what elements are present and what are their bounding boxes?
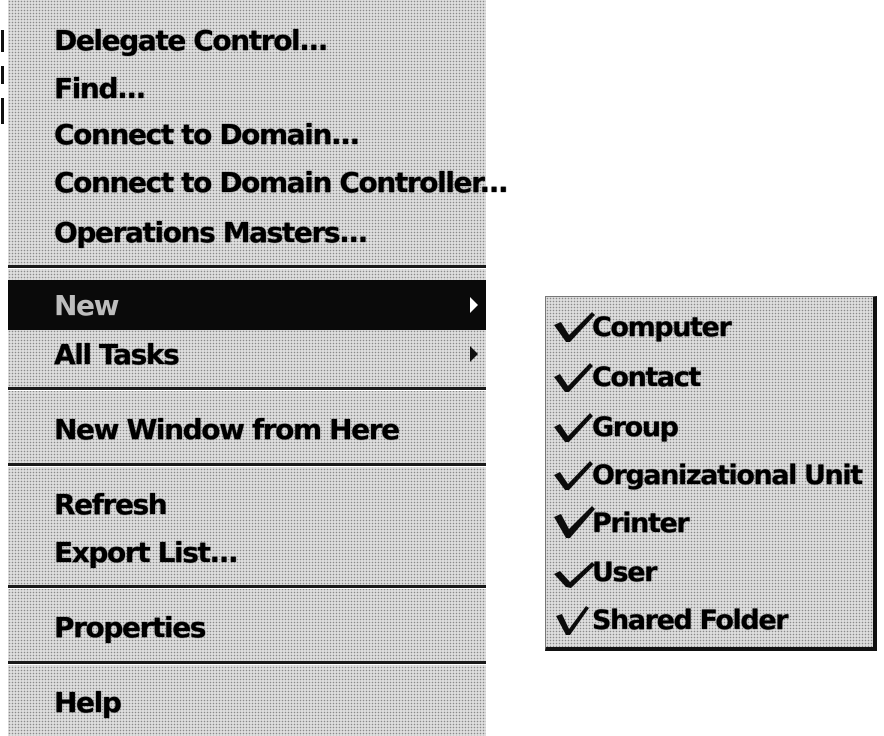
- submenu-item-label: Organizational Unit: [592, 459, 862, 491]
- menu-item-label: Find...: [54, 71, 145, 105]
- menu-item-label: Connect to Domain...: [54, 117, 359, 151]
- submenu-item-printer[interactable]: [546, 500, 874, 546]
- submenu-item-label: Shared Folder: [592, 604, 788, 636]
- menu-separator: [8, 463, 486, 467]
- submenu-item-group[interactable]: [546, 404, 874, 450]
- menu-item-connect-to-domain-controller[interactable]: [8, 160, 508, 204]
- triangle-right-icon: [470, 297, 478, 313]
- menu-separator: [8, 585, 486, 589]
- menu-item-new[interactable]: [8, 280, 486, 330]
- menu-item-delegate-control[interactable]: [8, 18, 486, 62]
- menu-item-label: Properties: [54, 610, 206, 644]
- menu-separator: [8, 265, 486, 269]
- submenu-item-computer[interactable]: [546, 304, 874, 350]
- menu-item-label: Connect to Domain Controller...: [54, 165, 508, 199]
- menu-item-label: All Tasks: [54, 337, 179, 371]
- menu-item-all-tasks[interactable]: [8, 332, 486, 376]
- menu-item-new-window-from-here[interactable]: [8, 407, 486, 451]
- checkmark-icon: [552, 554, 596, 590]
- menu-separator: [8, 387, 486, 391]
- left-edge-marks: [0, 30, 8, 190]
- menu-item-label: Delegate Control...: [54, 23, 327, 57]
- menu-item-label: Export List...: [54, 535, 238, 569]
- menu-item-connect-to-domain[interactable]: [8, 112, 486, 156]
- checkmark-icon: [552, 309, 596, 345]
- submenu-item-label: Printer: [592, 507, 689, 539]
- submenu-item-organizational-unit[interactable]: [546, 452, 874, 498]
- menu-item-find[interactable]: [8, 66, 486, 110]
- menu-item-label: Refresh: [54, 487, 167, 521]
- submenu-item-label: User: [592, 556, 657, 588]
- menu-item-label: New: [54, 288, 119, 322]
- submenu-item-label: Group: [592, 411, 678, 443]
- submenu-item-user[interactable]: [546, 549, 874, 595]
- menu-separator: [8, 661, 486, 665]
- menu-item-operations-masters[interactable]: [8, 210, 486, 254]
- triangle-right-icon: [470, 346, 478, 362]
- menu-item-help[interactable]: [8, 680, 486, 724]
- menu-item-properties[interactable]: [8, 605, 486, 649]
- menu-item-label: Operations Masters...: [54, 215, 367, 249]
- menu-item-export-list[interactable]: [8, 530, 486, 574]
- checkmark-icon: [552, 359, 596, 395]
- menu-item-label: Help: [54, 685, 121, 719]
- context-menu: [8, 0, 508, 736]
- checkmark-icon: [552, 457, 596, 493]
- new-submenu: [545, 296, 877, 651]
- submenu-item-label: Computer: [592, 311, 731, 343]
- menu-item-label: New Window from Here: [54, 412, 399, 446]
- menu-item-refresh[interactable]: [8, 482, 486, 526]
- checkmark-icon: [552, 602, 596, 638]
- checkmark-icon: [552, 505, 596, 541]
- submenu-item-contact[interactable]: [546, 354, 874, 400]
- submenu-item-label: Contact: [592, 361, 700, 393]
- checkmark-icon: [552, 409, 596, 445]
- submenu-item-shared-folder[interactable]: [546, 597, 874, 643]
